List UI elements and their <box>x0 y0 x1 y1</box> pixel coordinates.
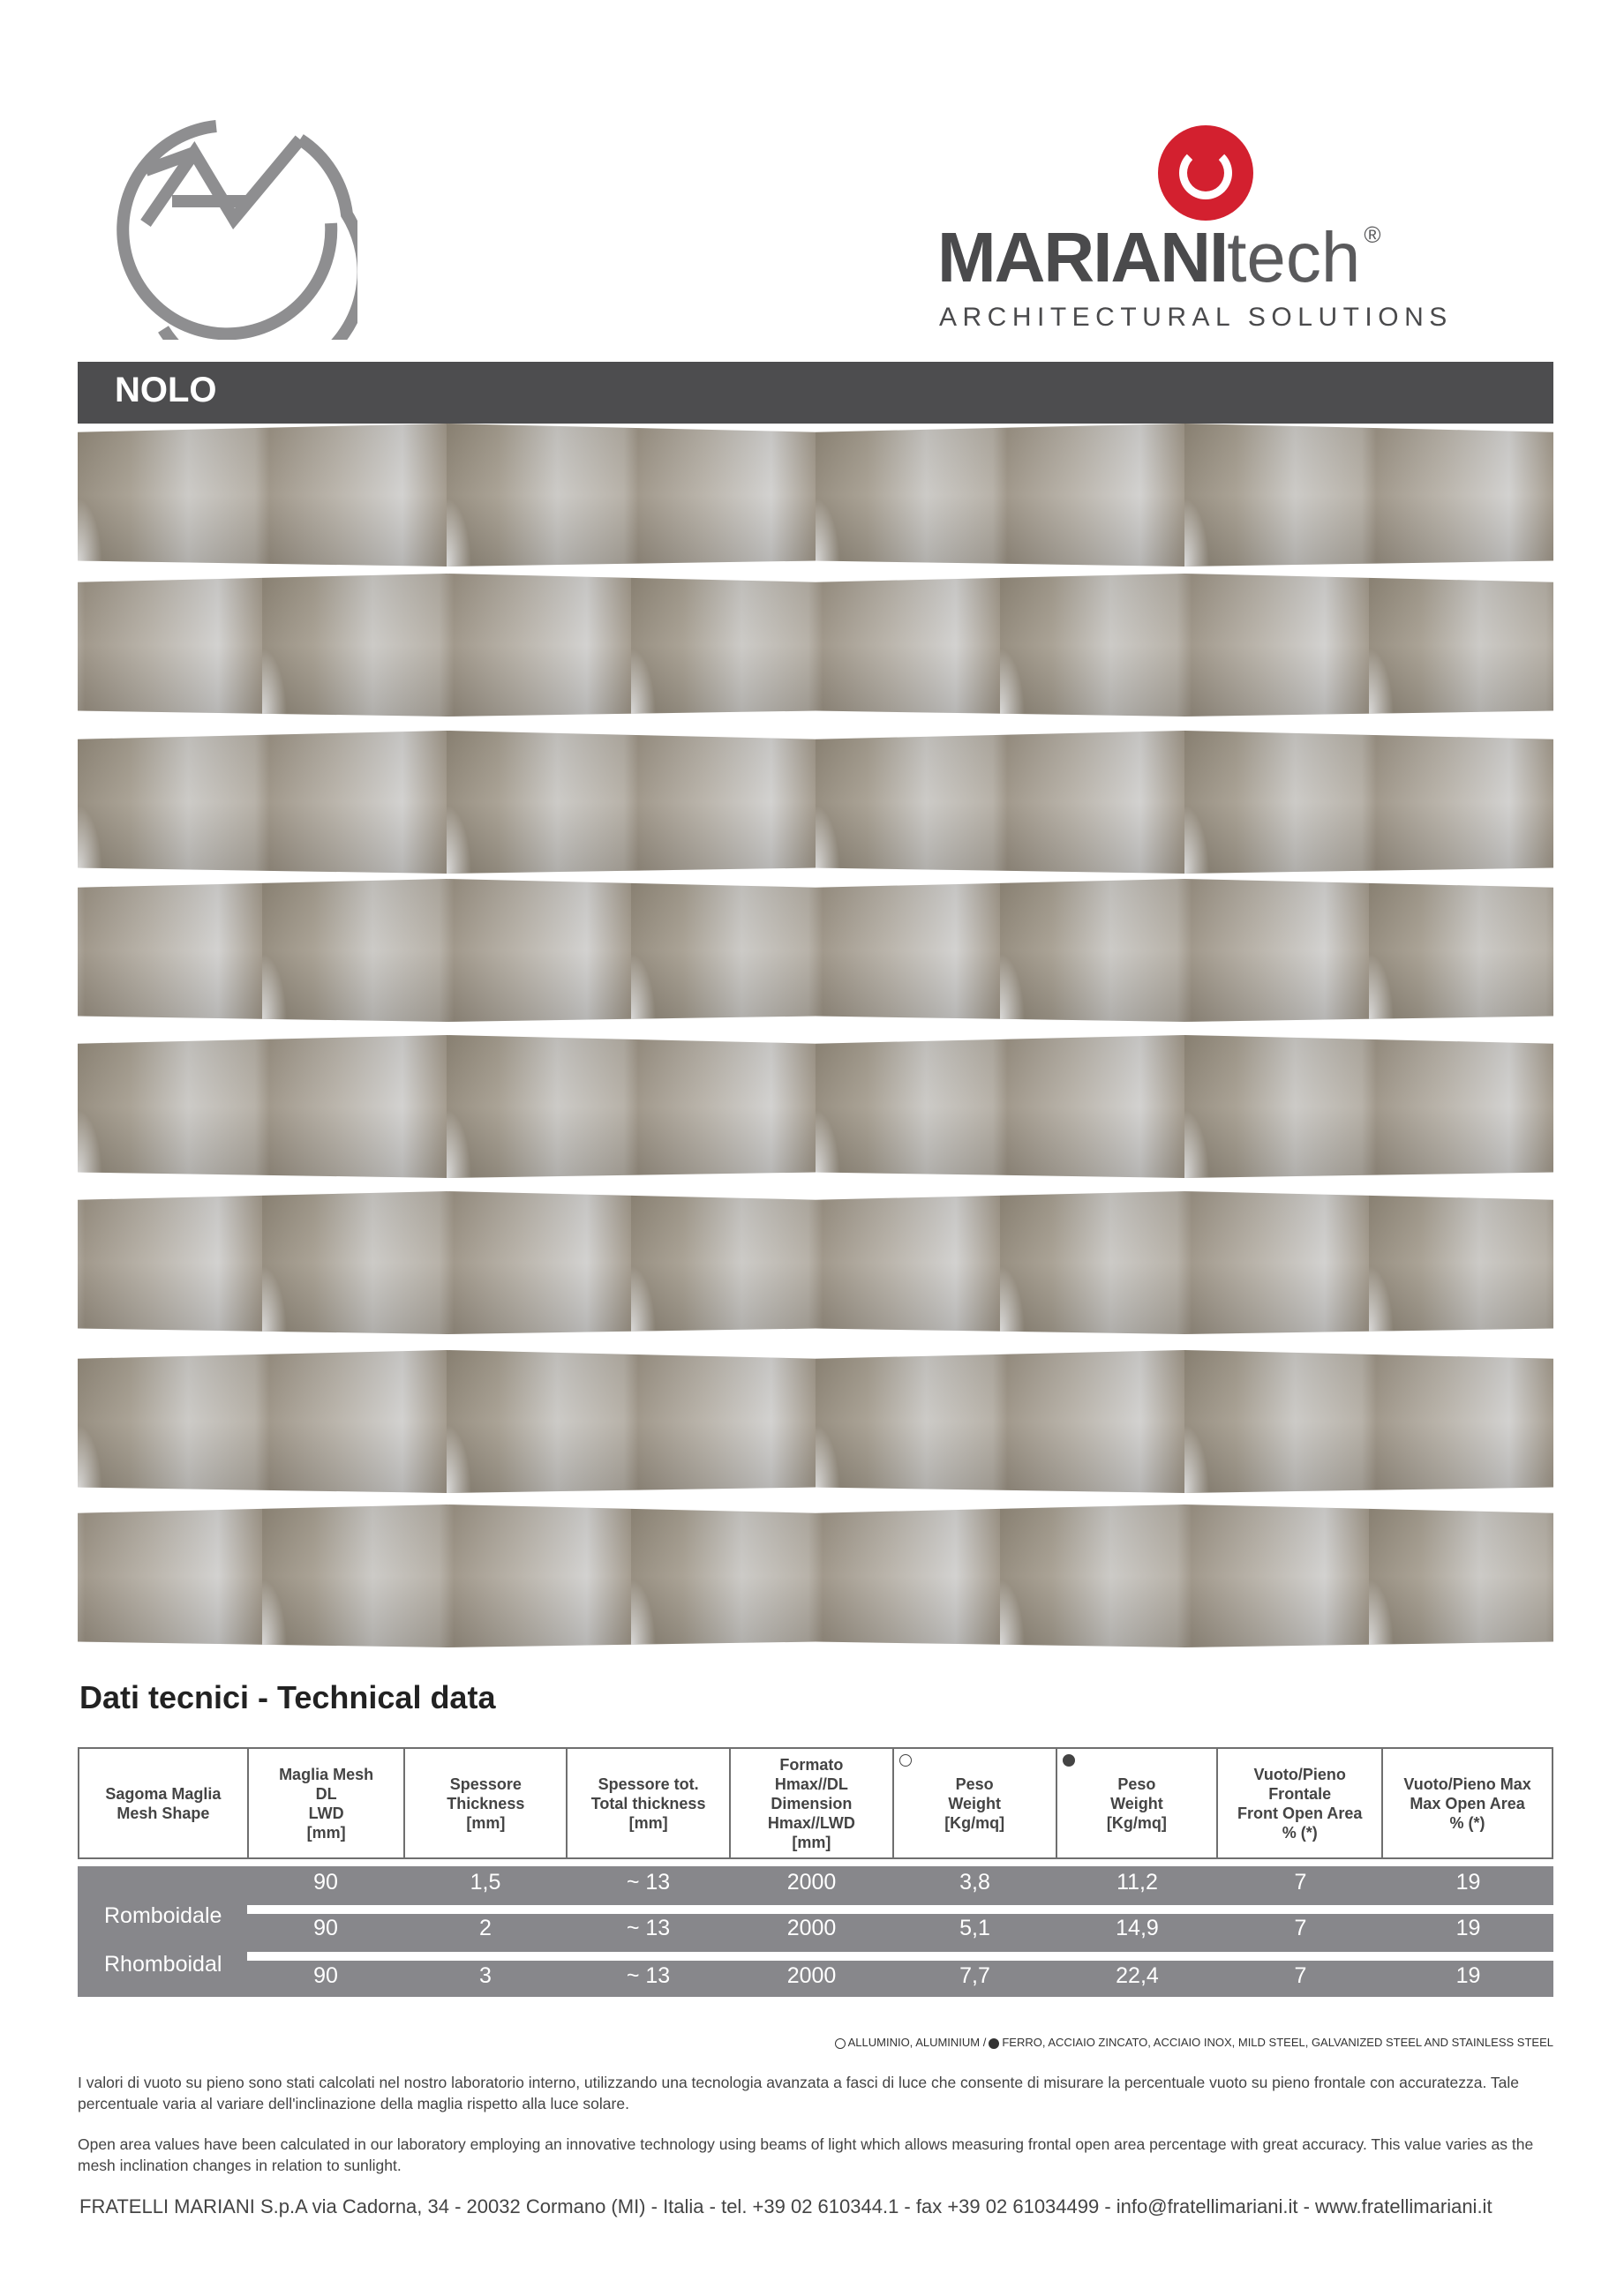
column-header-line: Spessore <box>449 1775 522 1793</box>
steel-circle-icon <box>1063 1754 1075 1767</box>
column-header-line: [mm] <box>792 1833 831 1851</box>
column-header-line: Frontale <box>1268 1784 1332 1803</box>
column-header-line: LWD <box>308 1804 344 1822</box>
column-header-line: [mm] <box>628 1813 668 1832</box>
column-header <box>79 1748 248 1858</box>
brand-suffix: tech <box>1227 218 1361 296</box>
table-cell: 90 <box>313 1963 338 1988</box>
column-header-line: Sagoma Maglia <box>105 1784 222 1803</box>
table-cell: 1,5 <box>470 1870 501 1895</box>
table-cell: 5,1 <box>959 1916 990 1940</box>
steel-circle-icon <box>989 2038 999 2049</box>
table-cell: 14,9 <box>1116 1916 1159 1940</box>
brand-tagline: ARCHITECTURAL SOLUTIONS <box>939 303 1453 332</box>
monogram-logo <box>110 117 357 340</box>
table-cell: ~ 13 <box>626 1870 671 1895</box>
column-header <box>1382 1748 1553 1858</box>
column-header-line: Vuoto/Pieno <box>1253 1765 1346 1783</box>
column-header-line: Mesh Shape <box>117 1804 210 1822</box>
company-footer: FRATELLI MARIANI S.p.A via Cadorna, 34 - 20032 Cormano (MI) - Italia - tel. +39 02 610344.1 - fax +39 02 61034499 - info@fratellimariani.it - www.fratellimariani.it <box>79 2195 1492 2217</box>
note-english: Open area values have been calculated in our laboratory employing an innovative technology using beams of light which allows measuring frontal open area percentage with great accuracy. This value varies as the mesh inclination changes in relation to sunlight. <box>78 2135 1534 2174</box>
table-cell: 2000 <box>786 1963 837 1988</box>
registered-mark: ® <box>1364 221 1381 248</box>
technical-data-table-header <box>78 1747 1553 1859</box>
column-header-line: Dimension <box>771 1794 853 1812</box>
section-heading: Dati tecnici - Technical data <box>79 1679 496 1715</box>
column-header-line: Thickness <box>447 1794 525 1812</box>
table-cell: ~ 13 <box>626 1916 671 1940</box>
brand-mark-icon <box>1158 125 1253 221</box>
column-header <box>1217 1748 1382 1858</box>
legend-steel: FERRO, ACCIAIO ZINCATO, ACCIAIO INOX, MILD STEEL, GALVANIZED STEEL AND STAINLESS STEEL <box>1002 2036 1553 2049</box>
table-cell: 11,2 <box>1116 1870 1158 1895</box>
column-header-line: % (*) <box>1282 1823 1318 1842</box>
table-cell: 7 <box>1294 1916 1307 1940</box>
marianitech-logo <box>937 124 1511 335</box>
brand-word: MARIANI <box>937 218 1228 296</box>
shape-label-it: Romboidale <box>104 1903 222 1928</box>
column-header-line: Max Open Area <box>1410 1794 1525 1812</box>
table-cell: 2 <box>479 1916 492 1940</box>
column-header <box>1056 1748 1218 1858</box>
table-cell: 3,8 <box>959 1870 990 1895</box>
shape-label-en: Rhomboidal <box>104 1952 222 1977</box>
table-cell: 90 <box>313 1870 338 1895</box>
aluminium-circle-icon <box>835 2038 846 2049</box>
column-header <box>567 1748 730 1858</box>
table-cell: 7,7 <box>959 1963 990 1988</box>
table-cell: 19 <box>1455 1963 1481 1988</box>
table-cell: 2000 <box>786 1870 837 1895</box>
column-header-line: Weight <box>948 1794 1002 1812</box>
table-cell: 3 <box>479 1963 492 1988</box>
column-header <box>730 1748 893 1858</box>
table-cell: 19 <box>1455 1916 1481 1940</box>
column-header-line: Formato <box>779 1755 844 1774</box>
column-header-line: [mm] <box>466 1813 506 1832</box>
table-cell: 7 <box>1294 1963 1307 1988</box>
column-header-line: [Kg/mq] <box>944 1813 1005 1832</box>
column-header <box>404 1748 567 1858</box>
column-header-line: Hmax//DL <box>774 1775 848 1793</box>
column-header-line: Peso <box>955 1775 994 1793</box>
table-cell: 22,4 <box>1116 1963 1159 1988</box>
note-italian: I valori di vuoto su pieno sono stati calcolati nel nostro laboratorio interno, utilizzando una tecnologia avanzata a fasci di luce che consente di misurare la percentuale vuoto su pieno frontale con accuratezza. Tale percentuale varia al variare dell'inclinazione della maglia rispetto alla luce solare. <box>78 2074 1520 2112</box>
column-header-line: Front Open Area <box>1237 1804 1363 1822</box>
column-header-line: Maglia Mesh <box>279 1765 374 1783</box>
table-cell: 90 <box>313 1916 338 1940</box>
column-header-line: Total thickness <box>590 1794 706 1812</box>
column-header <box>248 1748 405 1858</box>
column-header-line: DL <box>315 1784 337 1803</box>
column-header-line: [Kg/mq] <box>1106 1813 1167 1832</box>
legend-aluminium: ALLUMINIO, ALUMINIUM / <box>847 2036 987 2049</box>
aluminium-circle-icon <box>899 1754 912 1767</box>
column-header <box>893 1748 1056 1858</box>
product-title: NOLO <box>78 362 1553 424</box>
column-header-line: Hmax//LWD <box>767 1813 855 1832</box>
table-cell: 19 <box>1455 1870 1481 1895</box>
column-header-line: Vuoto/Pieno Max <box>1403 1775 1531 1793</box>
table-cell: 7 <box>1294 1870 1307 1895</box>
column-header-line: Weight <box>1110 1794 1163 1812</box>
column-header-line: Peso <box>1117 1775 1156 1793</box>
column-header-line: [mm] <box>306 1823 346 1842</box>
table-cell: 2000 <box>786 1916 837 1940</box>
mesh-photo <box>78 424 1553 1653</box>
table-cell: ~ 13 <box>626 1963 671 1988</box>
column-header-line: % (*) <box>1449 1813 1485 1832</box>
technical-data-rows <box>78 1866 1553 1997</box>
column-header-line: Spessore tot. <box>598 1775 699 1793</box>
material-legend <box>832 2036 1553 2049</box>
